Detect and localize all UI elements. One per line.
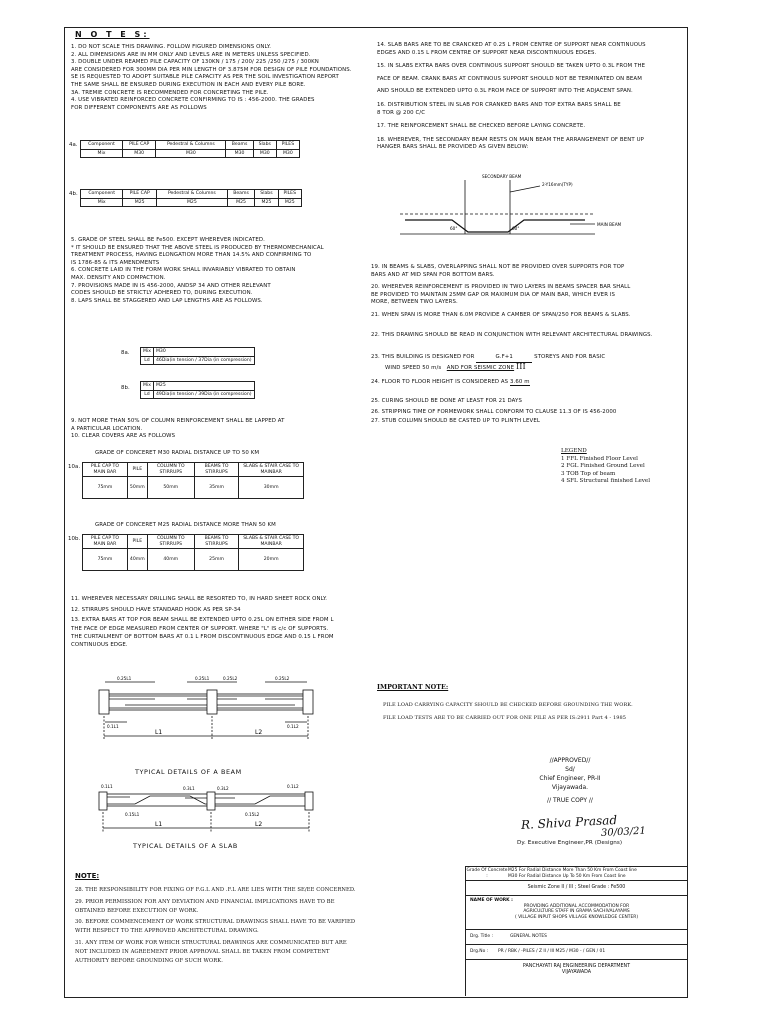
note-line: 8 TOR @ 200 C/C	[377, 109, 426, 116]
bent-up-bar	[405, 220, 585, 232]
floor-height-value: 3.60 m	[510, 379, 530, 385]
legend-item: 3 TOB Top of beam	[561, 470, 616, 477]
lap-table-8b	[140, 381, 255, 399]
dim-label: 0.1L2	[287, 724, 299, 729]
notes-9-10-block	[71, 418, 285, 441]
place: Vijayawada.	[551, 784, 589, 791]
table-row	[141, 356, 255, 365]
name-of-work-row	[466, 896, 687, 930]
storeys-value: G.F+1	[476, 354, 532, 363]
note-line: 11. WHEREVER NECESSARY DRILLING SHALL BE RESORTED TO, IN HARD SHEET ROCK ONLY.	[71, 596, 328, 602]
note-text: WIND SPEED 50 m/s	[385, 364, 442, 371]
note-line: PILE LOAD CARRYING CAPACITY SHOULD BE CHECKED BEFORE GROUNDING THE WORK.	[383, 702, 633, 708]
table-cell: Mix	[81, 198, 123, 207]
note-text: STOREYS AND FOR BASIC	[534, 354, 606, 360]
crank-bar	[105, 796, 307, 804]
table-cell: M30	[122, 149, 155, 158]
table-cell: BEAMS TO STIRRUPS	[194, 463, 239, 477]
lap-table-8a	[140, 347, 255, 365]
note-line: FILE LOAD TESTS ARE TO BE CARRIED OUT FOR ONE PILE AS PER IS:2911 Part 4 - 1985	[383, 715, 627, 721]
note-line: FACE OF BEAM. CRANK BARS AT CONTINOUS SUPPORT SHOULD NOT BE TERMINATED ON BEAM	[377, 75, 642, 82]
table-cell: Component	[81, 141, 123, 150]
table-row	[83, 463, 304, 477]
dim-label: 0.25L2	[275, 676, 290, 681]
note-line: EDGES AND 0.15 L FROM CENTRE OF SUPPORT NEAR DISCONTINUOUS EDGES.	[377, 49, 597, 56]
table-cell: Mix	[141, 382, 154, 391]
support	[207, 690, 217, 714]
note-text: 23. THIS BUILDING IS DESIGNED FOR	[371, 354, 475, 360]
note-line: TREATMENT PROCESS, HAVING ELONGATION MORE THAN 14.5% AND CONFIRMING TO	[71, 252, 312, 259]
cover-table-10b-label: 10b.	[68, 536, 81, 542]
note-line: 9. NOT MORE THAN 50% OF COLUMN REINFORCEMENT SHALL BE LAPPED AT	[71, 418, 285, 424]
notes-11-13-block	[71, 596, 334, 650]
dy-executive-engineer: Dy. Executive Engineer,PR (Designs)	[517, 840, 623, 846]
dim-label: 0.25L1	[117, 676, 132, 681]
important-note-lines	[383, 699, 633, 725]
table-cell: BEAMS TO STIRRUPS	[194, 535, 239, 549]
table-cell: 30mm	[239, 477, 304, 499]
lap-8a-label: 8a.	[121, 350, 130, 356]
approved-text: //APPROVED//	[549, 757, 591, 764]
table-row	[81, 141, 300, 150]
table-cell: PILES	[278, 190, 301, 199]
table-cell: Mix	[141, 348, 154, 357]
table-cell: M25	[123, 198, 157, 207]
table-cell: Ld	[141, 390, 154, 399]
note-line: SE IS REQUESTED TO ADOPT SUITABLE PILE CAPACITY AS PER THE SOIL INVESTIGATION REPORT	[71, 74, 339, 81]
drawing-number-key: Drg.No :	[470, 949, 489, 955]
table-cell: M30	[253, 149, 276, 158]
notes-5-8-block	[71, 237, 324, 305]
beam-outline	[103, 694, 309, 710]
table-cell: 50mm	[127, 477, 147, 499]
table-row	[141, 390, 255, 399]
drawing-sheet	[64, 27, 688, 998]
important-note-heading: IMPORTANT NOTE:	[377, 683, 449, 691]
notes-right-block-2	[371, 264, 652, 339]
grade-key: Grade Of Concrete :	[466, 867, 508, 879]
table-cell: M25	[153, 382, 254, 391]
table-cell: M30	[153, 348, 254, 357]
note-line: CODES SHOULD BE STRICTLY ADHERED TO, DURING EXECUTION.	[71, 290, 253, 297]
support	[99, 792, 107, 810]
cover-table-10b	[82, 534, 304, 571]
note-line: FOR DIFFERENT COMPONENTS ARE AS FOLLOWS	[71, 104, 207, 111]
table-row	[81, 190, 302, 199]
dim-label: 0.15L2	[245, 812, 260, 817]
drawing-title-key: Drg. Title :	[470, 934, 493, 940]
bottom-note-heading: NOTE:	[75, 872, 100, 880]
seismic-row: Seismic Zone II / III ; Steel Grade : Fe500	[466, 881, 687, 896]
note-line: MAX. DENSITY AND COMPACTION.	[71, 274, 166, 281]
drawing-number-value: PR / RBK / -PILES / Z II / III M25 / M30 - / GEN / 01	[498, 949, 606, 955]
table-cell: COLUMN TO STIRRUPS	[147, 463, 194, 477]
note-line: MORE, BETWEEN TWO LAYERS.	[371, 299, 458, 306]
note-line: 8. LAPS SHALL BE STAGGERED AND LAP LENGTHS ARE AS FOLLOWS.	[71, 297, 263, 304]
table-row	[83, 535, 304, 549]
title-block	[465, 866, 687, 996]
table-cell: M25	[157, 198, 228, 207]
table-cell: 40mm	[127, 549, 147, 571]
note-23	[371, 354, 605, 372]
note-line: 2. ALL DIMENSIONS ARE IN MM ONLY AND LEVELS ARE IN METERS UNLESS SPECIFIED.	[71, 51, 311, 58]
approval-block	[485, 756, 655, 805]
cover-table-10b-title: GRADE OF CONCERET M25 RADIAL DISTANCE MORE THAN 50 KM	[95, 522, 276, 528]
note-line: 7. PROVISIONS MADE IN IS 456-2000, ANDSP 34 AND OTHER RELEVANT	[71, 282, 271, 289]
notes-right-block-3	[371, 396, 616, 425]
note-line: IS 1786-85 & ITS AMENDMENTS	[71, 259, 160, 266]
dim-label: L2	[255, 821, 263, 828]
support	[99, 690, 109, 714]
note-line: OBTAINED BEFORE EXECUTION OF WORK.	[75, 907, 199, 914]
dim-label: L2	[255, 729, 263, 736]
note-line: 12. STIRRUPS SHOULD HAVE STANDARD HOOK AS PER SP-34	[71, 606, 241, 613]
note-line: 10. CLEAR COVERS ARE AS FOLLOWS	[71, 433, 176, 440]
department-name: PANCHAYATI RAJ ENGINEERING DEPARTMENT	[522, 964, 631, 969]
table-row	[81, 198, 302, 207]
beam-detail-drawing	[95, 670, 325, 760]
table-row	[83, 549, 304, 571]
table-cell: Slabs	[253, 141, 276, 150]
table-row	[141, 382, 255, 391]
legend-item: 2 FGL Finished Ground Level	[561, 463, 645, 469]
support	[303, 690, 313, 714]
angle-label: 60°	[512, 226, 520, 231]
table-cell: Beams	[227, 190, 255, 199]
grade-table-4b	[80, 189, 302, 207]
table-4b-label: 4b.	[69, 191, 78, 197]
table-cell: M30	[276, 149, 299, 158]
dim-label: 0.3L1	[183, 786, 195, 791]
table-cell: 75mm	[83, 477, 128, 499]
note-line: 5. GRADE OF STEEL SHALL BE Fe500. EXCEPT WHEREVER INDICATED.	[71, 237, 265, 243]
name-of-work-line: ( VILLAGE INPUT SHOPS VILLAGE KNOWLEDGE CENTER)	[514, 914, 639, 920]
table-cell: 40mm	[147, 549, 194, 571]
table-cell: 35mm	[194, 477, 239, 499]
note-text: 24. FLOOR TO FLOOR HEIGHT IS CONSIDERED AS	[371, 379, 509, 385]
cover-table-10a	[82, 462, 304, 499]
bars-label: 2-Y16mm(TYP)	[542, 182, 573, 187]
title-block-grade-row	[466, 867, 687, 881]
main-beam-label: MAIN BEAM	[597, 222, 622, 227]
note-line: A PARTICULAR LOCATION.	[71, 425, 143, 432]
cover-table-10a-title: GRADE OF CONCERET M30 RADIAL DISTANCE UP TO 50 KM	[95, 450, 260, 456]
note-line: NOT INCLUDED IN AGREEMENT PRIOR APPROVAL SHALL BE TAKEN FROM COMPETENT	[75, 948, 330, 955]
note-line: 30. BEFORE COMMENCEMENT OF WORK STRUCTURAL DRAWINGS SHALL HAVE TO BE VARIFIED	[75, 919, 356, 926]
note-line: 27. STUB COLUMN SHOULD BE CASTED UP TO PLINTH LEVEL	[371, 418, 540, 424]
chief-engineer: Chief Engineer, PR-II	[539, 775, 601, 782]
dim-label: 0.1L2	[287, 784, 299, 789]
note-line: 28. THE RESPONSIBILITY FOR FIXING OF F.G.L AND .F.L ARE LIES WITH THE SE/EE CONCERNED.	[75, 887, 356, 893]
notes-right-block	[377, 42, 646, 152]
drawing-title-row	[466, 930, 687, 945]
note-line: 20. WHEREVER REINFORCEMENT IS PROVIDED IN TWO LAYERS IN BEAMS SPACER BAR SHALL	[371, 284, 631, 291]
signature-date: 30/03/21	[600, 825, 647, 839]
note-line: 13. EXTRA BARS AT TOP FOR BEAM SHALL BE EXTENDED UPTO 0.25L ON EITHER SIDE FROM L	[71, 617, 334, 624]
table-cell: 49Dia(in tension / 39Dia (in compression)	[153, 390, 254, 399]
note-line: 22. THIS DRAWING SHOULD BE READ IN CONJUNCTION WITH RELEVANT ARCHITECTURAL DRAWINGS.	[371, 331, 653, 338]
note-line: 16. DISTRIBUTION STEEL IN SLAB FOR CRANKED BARS AND TOP EXTRA BARS SHALL BE	[377, 101, 621, 108]
note-line: THE SAME SHALL BE ENSURED DURING EXECUTION IN EACH AND EVERY PILE BORE.	[71, 81, 306, 88]
dim-label: 0.1L1	[107, 724, 119, 729]
support	[207, 792, 215, 810]
table-cell: SLABS & STAIR CASE TO MAINBAR	[239, 463, 304, 477]
table-cell: 20mm	[239, 549, 304, 571]
table-cell: PILES	[276, 141, 299, 150]
legend-item: 4 SFL Structural finished Level	[561, 478, 651, 484]
note-line: AUTHORITY BEFORE GROUNDING OF SUCH WORK.	[75, 957, 223, 964]
table-cell: Slabs	[255, 190, 278, 199]
note-line: 1. DO NOT SCALE THIS DRAWING. FOLLOW FIGURED DIMENSIONS ONLY.	[71, 44, 272, 50]
notes-left-block	[71, 44, 352, 112]
table-cell: M25	[278, 198, 301, 207]
drawing-number-row	[466, 945, 687, 960]
note-24	[371, 379, 530, 387]
leader-line	[510, 186, 540, 192]
department-row	[466, 960, 687, 977]
signature: R. Shiva Prasad	[520, 812, 618, 832]
grade-values	[508, 868, 687, 879]
table-cell: PILE	[127, 463, 147, 477]
note-line: 19. IN BEAMS & SLABS, OVERLAPPING SHALL NOT BE PROVIDED OVER SUPPORTS FOR TOP	[371, 264, 625, 270]
hanger-bar-diagram	[390, 172, 630, 250]
note-line: BARS AND AT MID SPAN FOR BOTTOM BARS.	[371, 271, 495, 278]
note-text: AND FOR SEISMIC ZONE	[446, 364, 515, 371]
note-line: 3A. TREMIE CONCRETE IS RECOMMENDED FOR CONCRETING THE PILE.	[71, 89, 269, 96]
table-cell: M30	[226, 149, 253, 158]
table-4a-label: 4a.	[69, 142, 78, 148]
grade-table-4a	[80, 140, 300, 158]
beam-detail-caption: TYPICAL DETAILS OF A BEAM	[135, 768, 242, 776]
secondary-beam-label: SECONDARY BEAM	[482, 174, 522, 179]
note-line: AND SHOULD BE EXTENDED UPTO 0.3L FROM FACE OF SUPPORT INTO THE ADJACENT SPAN.	[377, 88, 633, 95]
note-line: 31. ANY ITEM OF WORK FOR WHICH STRUCTURAL DRAWINGS ARE COMMUNICATED BUT ARE	[75, 939, 347, 946]
grade-line: M30 For Radial Distance Up To 50 Km From Coast line	[508, 873, 626, 879]
note-line: 4. USE VIBRATED REINFORCED CONCRETE CONFIRMING TO IS : 456-2000. THE GRADES	[71, 97, 315, 104]
table-cell: M25	[255, 198, 278, 207]
note-line: 14. SLAB BARS ARE TO BE CRANCKED AT 0.25 L FROM CENTRE OF SUPPORT NEAR CONTINUOUS	[377, 42, 646, 48]
note-line: 6. CONCRETE LAID IN THE FORM WORK SHALL INVARIABLY VIBRATED TO OBTAIN	[71, 267, 296, 274]
slab-detail-drawing	[95, 780, 325, 848]
table-cell: SLABS & STAIR CASE TO MAINBAR	[239, 535, 304, 549]
table-cell: Pedestral & Columns	[156, 141, 226, 150]
name-of-work-key: NAME OF WORK :	[470, 898, 513, 903]
note-line: BE PROVIDED TO MAINTAIN 25MM GAP OR MAXIMUM DIA OF MAIN BAR, WHICH EVER IS	[371, 291, 616, 298]
note-line: WITH RESPECT TO THE APPROVED ARCHITECTURAL DRAWING.	[75, 928, 259, 935]
note-line: 17. THE REINFORCEMENT SHALL BE CHECKED BEFORE LAYING CONCRETE.	[377, 123, 586, 130]
note-line: 26. STRIPPING TIME OF FORMEWORK SHALL CONFORM TO CLAUSE 11.3 OF IS 456-2000	[371, 409, 617, 415]
note-line: 15. IN SLABS EXTRA BARS OVER CONTINOUS SUPPORT SHOULD BE TAKEN UPTO 0.3L FROM THE	[377, 63, 646, 70]
dim-label: L1	[155, 729, 163, 736]
note-line: 29. PRIOR PERMISSION FOR ANY DEVIATION AND FINANCIAL IMPLICATIONS HAVE TO BE	[75, 898, 335, 905]
slab-detail-caption: TYPICAL DETAILS OF A SLAB	[133, 842, 238, 850]
note-line: 18. WHEREVER, THE SECONDARY BEAM RESTS ON MAIN BEAM THE ARRANGEMENT OF BENT UP	[377, 136, 644, 143]
support	[305, 792, 313, 810]
bottom-note-lines	[75, 886, 356, 965]
note-line: 3. DOUBLE UNDER REAMED PILE CAPACITY OF 130KN / 175 / 200/ 225 /250 /275 / 300KN	[71, 59, 319, 66]
table-cell: Mix	[81, 149, 123, 158]
legend-title: LEGEND	[561, 448, 587, 454]
sd-text: Sd/	[565, 766, 575, 773]
dim-label: 0.25L2	[223, 676, 238, 681]
table-cell: Component	[81, 190, 123, 199]
note-line: ARE CONSIDERED FOR 300MM DIA PER MIN LENGTH OF 3.875M FOR DESIGN OF PILE FOUNDATIONS.	[71, 66, 352, 73]
table-cell: PILE CAP TO MAIN BAR	[83, 535, 128, 549]
note-23-line-2	[371, 363, 605, 373]
table-cell: Beams	[226, 141, 253, 150]
note-line: THE CURTAILMENT OF BOTTOM BARS AT 0.1 L FROM DISCONTINUOUS EDGE AND 0.15 L FROM	[71, 634, 334, 641]
name-of-work-line: PROVIDING ADDITIONAL ACCOMMODATION FOR	[523, 903, 630, 909]
note-line: 25. CURING SHOULD BE DONE AT LEAST FOR 21 DAYS	[371, 398, 522, 404]
table-cell: Pedestral & Columns	[157, 190, 228, 199]
table-cell: 50mm	[147, 477, 194, 499]
note-line: CONTINUOUS EDGE.	[71, 641, 128, 648]
angle-label: 60°	[450, 226, 458, 231]
drawing-title-value: GENERAL NOTES	[510, 934, 547, 940]
table-cell: PILE CAP TO MAIN BAR	[83, 463, 128, 477]
name-of-work-line: AGRICULTURE STAFF IN GRAMA SACHIVALAYAMS	[523, 909, 630, 915]
note-line: THE FACE OF EDGE MEASURED FROM CENTER OF SUPPORT. WHERE "L" IS c/c OF SUPPORTS.	[71, 625, 329, 632]
dim-label: L1	[155, 821, 163, 828]
legend	[561, 448, 650, 486]
table-cell: M25	[227, 198, 255, 207]
department-place: VIJAYAWADA	[561, 970, 592, 976]
table-cell: 46Dia(in tension / 37Dia (in compression)	[153, 356, 254, 365]
table-cell: 25mm	[194, 549, 239, 571]
dim-label: 0.3L2	[217, 786, 229, 791]
table-cell: Ld	[141, 356, 154, 365]
note-line: 21. WHEN SPAN IS MORE THAN 6.0M PROVIDE A CAMBER OF SPAN/250 FOR BEAMS & SLABS.	[371, 311, 631, 318]
true-copy: // TRUE COPY //	[547, 797, 593, 804]
table-cell: COLUMN TO STIRRUPS	[147, 535, 194, 549]
table-cell: PILE CAP	[122, 141, 155, 150]
note-line: HANGER BARS SHALL BE PROVIDED AS GIVEN BELOW:	[377, 144, 529, 151]
grade-line: M25 For Radial Distance More Than 50 Km From Coast line	[508, 867, 637, 873]
dim-label: 0.25L1	[195, 676, 210, 681]
dim-label: 0.15L1	[125, 812, 140, 817]
notes-heading: N O T E S:	[75, 30, 150, 39]
cover-table-10a-label: 10a.	[68, 464, 81, 470]
note-23-line-1	[371, 354, 605, 363]
table-cell: PILE	[127, 535, 147, 549]
legend-item: 1 FFL Finished Floor Level	[561, 455, 638, 462]
note-line: * IT SHOULD BE ENSURED THAT THE ABOVE STEEL IS PRODUCED BY THERMOMECHANICAL	[71, 244, 324, 251]
table-row	[81, 149, 300, 158]
table-cell: M30	[156, 149, 226, 158]
seismic-zone-value: III	[515, 361, 526, 371]
lap-8b-label: 8b.	[121, 385, 130, 391]
table-cell: PILE CAP	[123, 190, 157, 199]
table-row	[83, 477, 304, 499]
table-cell: 75mm	[83, 549, 128, 571]
dim-label: 0.1L1	[101, 784, 113, 789]
table-row	[141, 348, 255, 357]
